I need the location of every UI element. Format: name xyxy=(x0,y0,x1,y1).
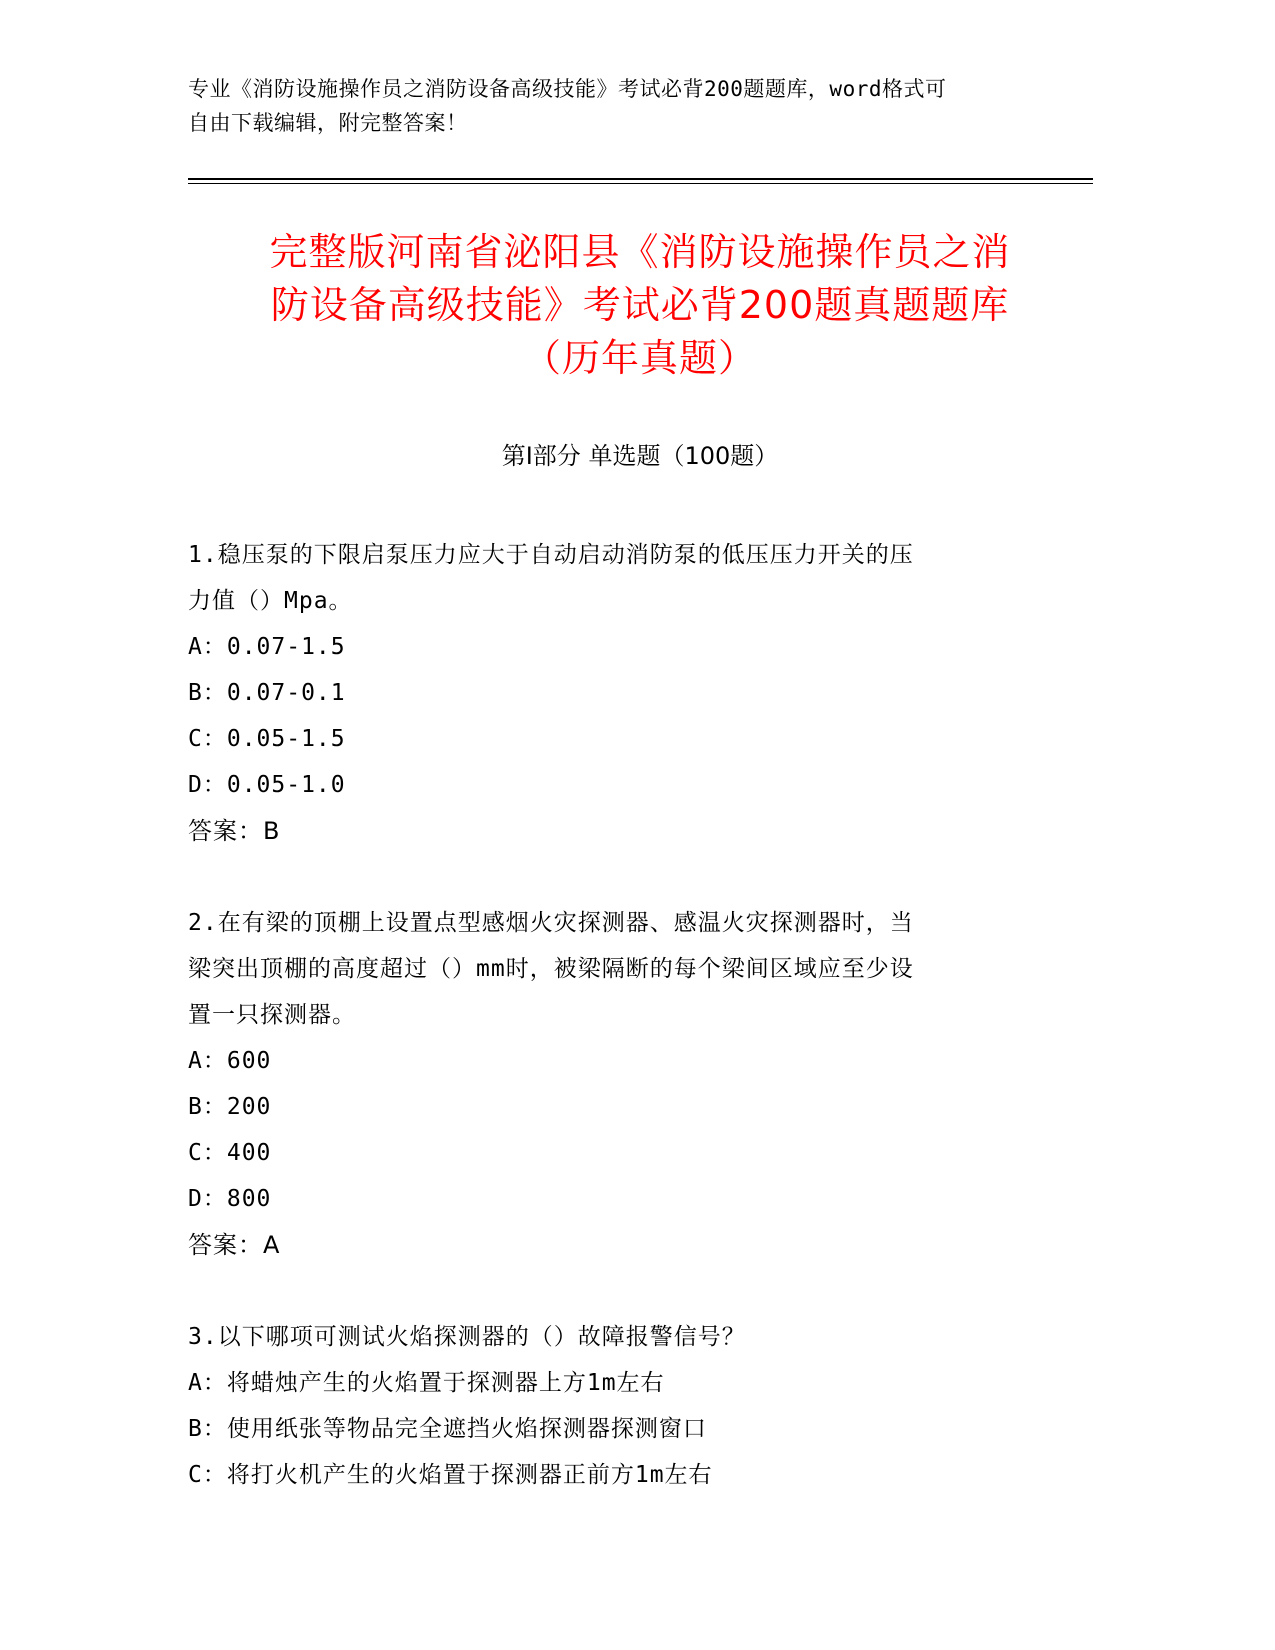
title-line-2: 防设备高级技能》考试必背200题真题题库 xyxy=(270,283,1010,327)
header-line-2: 自由下载编辑，附完整答案！ xyxy=(188,111,468,135)
document-header xyxy=(188,72,1068,140)
question-1 xyxy=(188,532,1068,854)
question-2 xyxy=(188,900,1068,1268)
option-b: B：使用纸张等物品完全遮挡火焰探测器探测窗口 xyxy=(188,1416,707,1442)
title-line-1: 完整版河南省泌阳县《消防设施操作员之消 xyxy=(269,230,1011,274)
option-a: A：600 xyxy=(188,1048,272,1074)
section-heading: 第Ⅰ部分 单选题（100题） xyxy=(501,442,779,470)
question-3 xyxy=(188,1314,1068,1498)
option-c: C：400 xyxy=(188,1140,272,1166)
option-b: B：0.07-0.1 xyxy=(188,680,346,706)
option-c: C：0.05-1.5 xyxy=(188,726,346,752)
question-stem-line: 力值（）Mpa。 xyxy=(188,588,353,614)
title-line-3: （历年真题） xyxy=(522,336,757,380)
option-d: D：0.05-1.0 xyxy=(188,772,346,798)
question-stem-line: 3.以下哪项可测试火焰探测器的（）故障报警信号？ xyxy=(188,1324,746,1350)
answer-line: 答案：B xyxy=(188,817,281,845)
header-divider-thin xyxy=(188,183,1093,184)
option-b: B：200 xyxy=(188,1094,272,1120)
question-stem-line: 梁突出顶棚的高度超过（）mm时，被梁隔断的每个梁间区域应至少设 xyxy=(188,956,914,982)
question-stem-line: 2.在有梁的顶棚上设置点型感烟火灾探测器、感温火灾探测器时，当 xyxy=(188,910,914,936)
header-line-1: 专业《消防设施操作员之消防设备高级技能》考试必背200题题库，word格式可 xyxy=(188,77,947,101)
question-list xyxy=(188,532,1068,1544)
question-stem-line: 1.稳压泵的下限启泵压力应大于自动启动消防泵的低压压力开关的压 xyxy=(188,542,914,568)
answer-line: 答案：A xyxy=(188,1231,281,1259)
header-divider-thick xyxy=(188,178,1093,180)
option-a: A：将蜡烛产生的火焰置于探测器上方1m左右 xyxy=(188,1370,665,1396)
document-title xyxy=(160,226,1120,385)
question-stem-line: 置一只探测器。 xyxy=(188,1002,356,1028)
option-a: A：0.07-1.5 xyxy=(188,634,346,660)
option-c: C：将打火机产生的火焰置于探测器正前方1m左右 xyxy=(188,1462,713,1488)
option-d: D：800 xyxy=(188,1186,272,1212)
